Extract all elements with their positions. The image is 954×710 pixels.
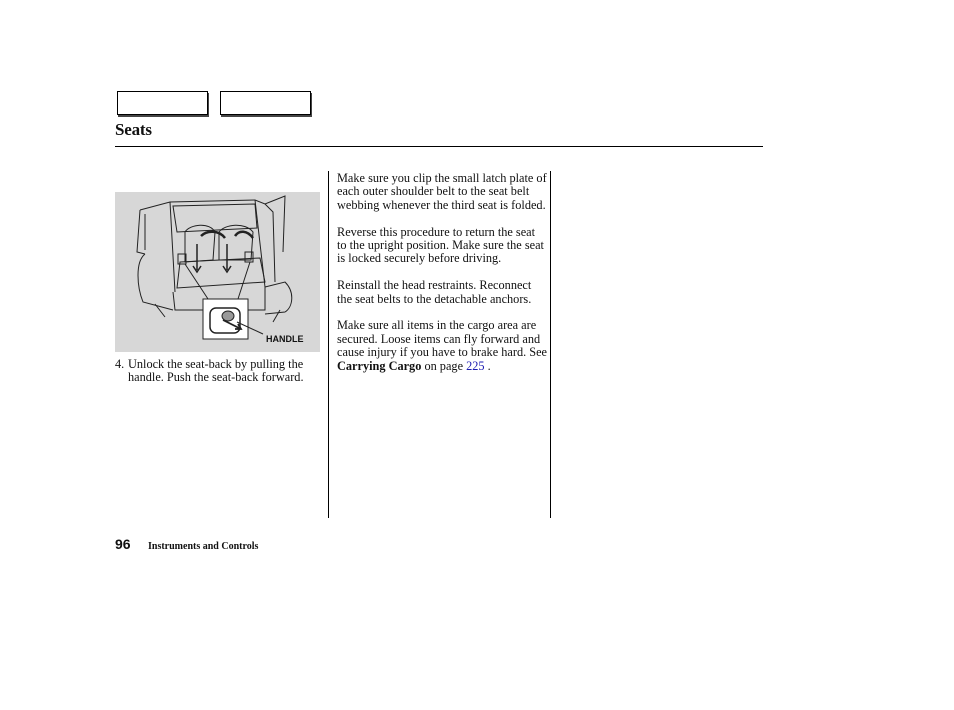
period: . <box>487 358 491 373</box>
on-page-text: on page <box>424 358 464 373</box>
column-divider-left <box>328 171 329 518</box>
cargo-area-drawing <box>115 192 320 352</box>
page-number: 96 <box>115 536 131 552</box>
paragraph-cargo-warning <box>337 319 547 373</box>
paragraph-reinstall: Reinstall the head restraints. Reconnect the seat belts to the detachable anchors. <box>337 278 532 306</box>
page-title: Seats <box>115 120 152 139</box>
handle-callout-label: HANDLE <box>266 334 304 344</box>
paragraph-reverse-procedure: Reverse this procedure to return the seat to the upright position. Make sure the seat is locked securely before driving. <box>337 224 544 266</box>
nav-previous-button[interactable] <box>117 91 208 115</box>
right-column <box>337 172 547 386</box>
step-4 <box>115 358 315 385</box>
paragraph-latch-plate: Make sure you clip the small latch plate of each outer shoulder belt to the seat belt webbing whenever the third seat is folded. <box>337 171 547 212</box>
section-name: Instruments and Controls <box>148 541 259 552</box>
step-number: 4. <box>115 357 125 371</box>
title-rule <box>115 146 763 147</box>
carrying-cargo-ref: Carrying Cargo <box>337 358 422 373</box>
step-text: Unlock the seat-back by pulling the handle. Push the seat-back forward. <box>128 357 304 385</box>
seat-illustration <box>115 192 320 352</box>
page-link-225[interactable]: 225 <box>466 358 485 373</box>
cargo-warning-text: Make sure all items in the cargo area are secured. Loose items can fly forward and cause injury if you have to brake hard. See <box>337 318 547 360</box>
nav-next-button[interactable] <box>220 91 311 115</box>
column-divider-right <box>550 171 551 518</box>
